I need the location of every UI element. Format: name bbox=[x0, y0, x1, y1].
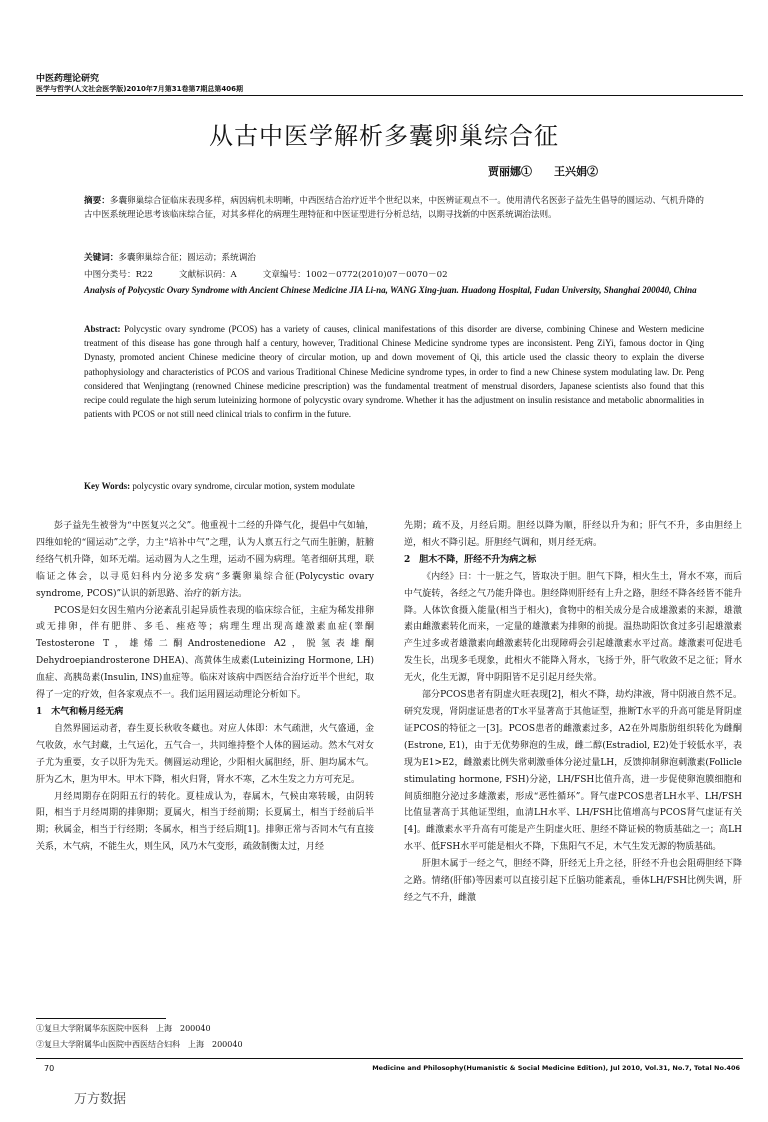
footnote-2: ②复旦大学附属华山医院中西医结合妇科 上海 200040 bbox=[36, 1040, 243, 1049]
paragraph: 肝胆木属于一经之气，胆经不降，肝经无上升之径，肝经不升也会阻碍胆经下降之路。情绪(肝郁)等因素可以直接引起下丘脑功能紊乱，垂体LH/FSH比例失调，肝经之气不升，雌激 bbox=[404, 859, 742, 903]
abstract-en-text: Polycystic ovary syndrome (PCOS) has a variety of causes, clinical manifestations of this disorder are diverse, combining Chinese and Western medicine treatment of this disease has gone through half a century, however, Traditional Chinese Medicine syndrome types are inconsistent. Peng ZiYi, famous doctor in Qing Dynasty, promoted ancient Chinese medicine theory of circular motion, up and down movement of Qi, this article used the classic theory to explain the diverse pathophysiology and characteristics of PCOS and various Traditional Chinese Medicine syndrome types, in order to find a new Chinese system modulating law. Dr. Peng considered that Wenjingtang (renowned Chinese medicine prescription) was the fundamental treatment of menstrual disorders, Japanese scientists also found that this recipe could regulate the high serum luteinizing hormone of polycystic ovary syndrome. Whether it has the adjustment on insulin resistance and metabolic abnormalities in patients with PCOS or not still need clinical trials to confirm in the future. bbox=[84, 324, 704, 420]
paragraph: 自然界圆运动者，春生夏长秋收冬藏也。对应人体即：木气疏泄，火气盛通，金气收敛，水气封藏，土气运化，五气合一，共同维持整个人体的圆运动。然木气对女子尤为重要，女子以肝为先天。侧圆运动理论，少阳相火属胆经，肝、胆均属木气。肝为乙木，胆为甲木。甲木下降，相火归肾，肾水不寒，乙木生发之力方可充足。 bbox=[36, 723, 374, 785]
paragraph: 《内经》曰：十一脏之气，皆取决于胆。胆气下降，相火生土，肾水不寒，而后中气旋转，各经之气乃能升降也。胆经降则肝经有上升之路，胆经不降各经皆不能升降。人体饮食摄入能量(相当于相火)，食物中的相关成分是合成雄激素的来源，雄激素由雌激素转化而来，一定量的雄激素为排卵的前提。温热助阳饮食过多引起雄激素产生过多或者雄激素向雌激素转化出现障碍会引起雄激素水平过高。雄激素可促进毛发生长，出现多毛现象，此相火不能降入肾水，飞扬于外，肝气收敛不足之征；肾水无火，化生无源，肾中阴阳皆不足引起月经失常。 bbox=[404, 571, 742, 684]
keywords-en-label: Key Words: bbox=[84, 481, 131, 491]
article-title: 从古中医学解析多囊卵巢综合征 bbox=[209, 122, 559, 150]
keywords-en bbox=[84, 479, 704, 493]
abstract-cn-text: 多囊卵巢综合征临床表现多样，病因病机未明晰，中西医结合治疗近半个世纪以来，中医辨证观点不一。使用清代名医彭子益先生倡导的圆运动、气机升降的古中医系统理论思考该临床综合征，对其多样化的病理生理特征和中医证型进行分析总结，以期寻找新的中医系统调治法则。 bbox=[84, 196, 704, 221]
abstract-en-label: Abstract: bbox=[84, 324, 121, 334]
section-heading: 2 胆木不降，肝经不升为病之标 bbox=[404, 554, 537, 565]
english-title-affiliation: Analysis of Polycystic Ovary Syndrome with Ancient Chinese Medicine JIA Li-na, WANG Xing-juan. Huadong Hospital, Fudan University, Shanghai 200040, China bbox=[84, 285, 697, 295]
paragraph: 彭子益先生被誉为“中医复兴之父”。他重视十二经的升降气化，提倡中气如轴，四维如轮的“圆运动”之学，力主“培补中气”之理，认为人禀五行之气而生脏腑，脏腑经络气机升降，如环无端。运动圆为人之生理，运动不圆为病理。笔者细研其理，联临证之体会，以寻觅妇科内分泌多发病“多囊卵巢综合征(Polycystic ovary syndrome, PCOS)”认识的新思路、治疗的新方法。 bbox=[36, 521, 374, 599]
footnote-1: ①复旦大学附属华东医院中医科 上海 200040 bbox=[36, 1024, 211, 1033]
footnote-rule bbox=[36, 1018, 166, 1019]
keywords-cn-text: 多囊卵巢综合征；圆运动；系统调治 bbox=[118, 253, 256, 263]
author-list bbox=[488, 163, 620, 179]
journal-footer: Medicine and Philosophy(Humanistic & Social Medicine Edition), Jul 2010, Vol.31, No.7, Total No.406 bbox=[372, 1064, 740, 1072]
clc-number: 中图分类号：R22 bbox=[84, 270, 153, 280]
article-number: 文章编号：1002－0772(2010)07－0070－02 bbox=[262, 270, 448, 280]
doc-code: 文献标识码：A bbox=[178, 270, 237, 280]
author-1: 贾丽娜① bbox=[488, 165, 532, 178]
paragraph: 先期；疏不及，月经后期。胆经以降为顺，肝经以升为和；肝气不升，多由胆经上逆，相火不降引起。肝胆经气调和，则月经无病。 bbox=[404, 521, 742, 548]
footer-rule bbox=[36, 1058, 743, 1059]
abstract-en bbox=[84, 322, 704, 421]
journal-issue-line: 医学与哲学(人文社会医学版)2010年7月第31卷第7期总第406期 bbox=[36, 85, 243, 93]
body-column-left bbox=[36, 518, 374, 856]
paragraph: 部分PCOS患者有阴虚火旺表现[2]，相火不降，劫灼津液，肾中阴液自然不足。研究发现，肾阴虚证患者的T水平显著高于其他证型，推断T水平的升高可能是肾阴虚证PCOS的特征之一[3]。PCOS患者的雌激素过多，A2在外周脂肪组织转化为雌酮(Estrone, E1)，由于无优势卵泡的生成，雌二醇(Estradiol, E2)处于较低水平，表现为E1>E2，雌激素比例失常刺激垂体分泌过量LH，反馈抑制卵泡刺激素(Follicle stimulating hormone, FSH)分泌，LH/FSH比值升高，进一步促使卵泡膜细胞和间质细胞分泌过多雄激素，形成“恶性循环”。肾气虚PCOS患者LH水平、LH/FSH比值显著高于其他证型组，血清LH水平、LH/FSH比值增高与PCOS肾气虚证有关[4]。雌激素水平升高有可能是产生阴虚火旺、胆经不降证候的物质基础之一；高LH水平、低FSH水平可能是相火不降，下焦阳气不足，木气生发无源的物质基础。 bbox=[404, 690, 742, 853]
paragraph: 月经周期存在阴阳五行的转化。夏桂成认为，春属木，气候由寒转暖，由阴转阳，相当于月经周期的排卵期；夏属火，相当于经前期；长夏属土，相当于经前后半期；秋属金，相当于行经期；冬属水，相当于经后期[1]。排卵正常与否同木气有直接关系，木气病，不能生火，则生风，风乃木气变形，疏敛制衡太过，月经 bbox=[36, 791, 374, 853]
section-header: 中医药理论研究 bbox=[36, 74, 100, 84]
author-2: 王兴娟② bbox=[554, 165, 598, 178]
keywords-en-text: polycystic ovary syndrome, circular motion, system modulate bbox=[132, 481, 355, 491]
classification-line bbox=[84, 268, 474, 280]
page-number: 70 bbox=[44, 1064, 55, 1073]
paragraph: PCOS是妇女因生殖内分泌紊乱引起异质性表现的临床综合征，主症为稀发排卵或无排卵，伴有肥胖、多毛、痤疮等；病理生理出现高雄激素血症(睾酮Testosterone T，雄烯二酮Androstenedione A2，脱氢表雄酮Dehydroepiandrosterone DHEA)、高黄体生成素(Luteinizing Hormone, LH)血症、高胰岛素(Insulin, INS)血症等。临床对该病中西医结合治疗近半个世纪，取得了一定的疗效，但各家观点不一。我们运用圆运动理论分析如下。 bbox=[36, 605, 374, 701]
abstract-cn-label: 摘要： bbox=[84, 196, 110, 206]
keywords-cn bbox=[84, 251, 704, 263]
body-column-right bbox=[404, 518, 742, 907]
abstract-cn bbox=[84, 194, 704, 223]
header-rule bbox=[36, 95, 743, 96]
section-heading: 1 木气和畅月经无病 bbox=[36, 706, 124, 717]
watermark-text: 万方数据 bbox=[74, 1092, 127, 1107]
keywords-cn-label: 关键词： bbox=[84, 253, 119, 263]
